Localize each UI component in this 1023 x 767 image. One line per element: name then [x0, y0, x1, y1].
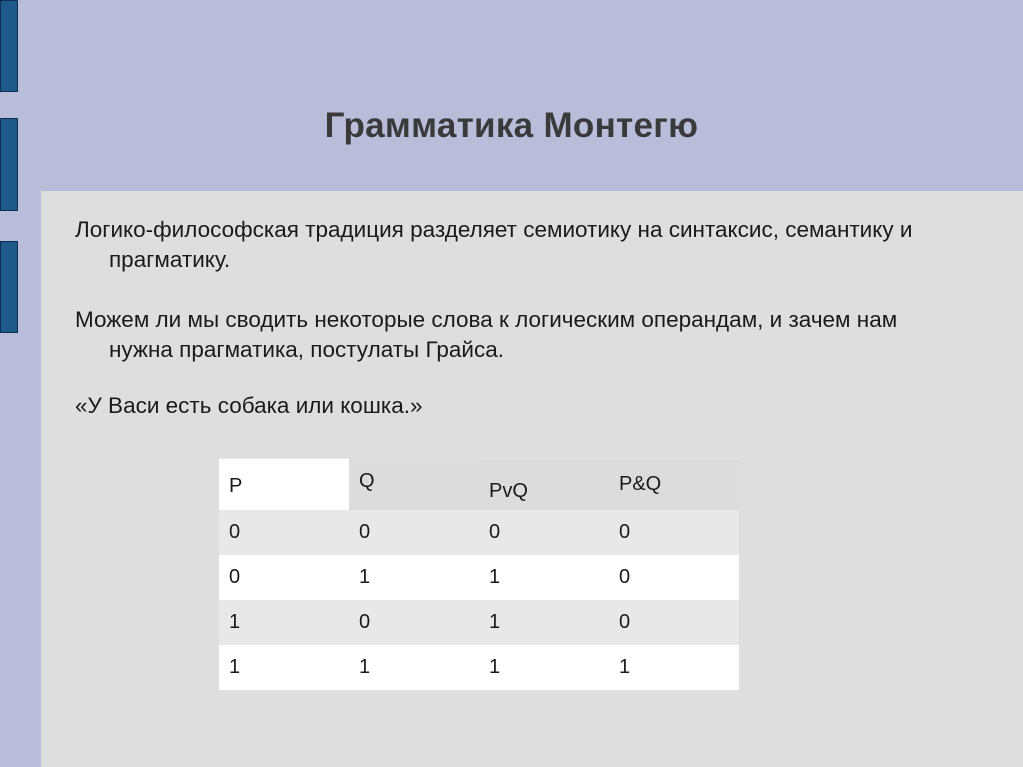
truth-table-header-row	[219, 459, 739, 510]
table-cell: 0	[609, 555, 739, 600]
table-cell: 0	[609, 510, 739, 555]
header-cell-q: Q	[349, 459, 479, 510]
table-row	[219, 645, 739, 690]
table-cell: 1	[609, 645, 739, 690]
table-row	[219, 510, 739, 555]
paragraph-example-quote: «У Васи есть собака или кошка.»	[75, 393, 423, 418]
table-cell: 1	[479, 600, 609, 645]
decorative-bar-bottom	[0, 241, 18, 333]
table-row	[219, 600, 739, 645]
table-row	[219, 555, 739, 600]
paragraph-pragmatics: Можем ли мы сводить некоторые слова к логическим операндам, и зачем нам нужна прагматика, постулаты Грайса.	[75, 307, 898, 362]
table-cell: 1	[479, 555, 609, 600]
table-cell: 0	[219, 555, 349, 600]
truth-table	[219, 458, 739, 690]
decorative-bar-top	[0, 0, 18, 92]
table-cell: 1	[479, 645, 609, 690]
table-cell: 0	[609, 600, 739, 645]
table-cell: 0	[479, 510, 609, 555]
paragraph-semiotics: Логико-философская традиция разделяет семиотику на синтаксис, семантику и прагматику.	[75, 217, 913, 272]
slide-title: Грамматика Монтегю	[324, 106, 699, 145]
table-cell: 0	[349, 600, 479, 645]
slide-content	[41, 191, 1023, 767]
header-cell-pandq: P&Q	[609, 459, 739, 510]
table-cell: 1	[219, 600, 349, 645]
table-cell: 1	[349, 555, 479, 600]
table-cell: 1	[219, 645, 349, 690]
table-cell: 0	[219, 510, 349, 555]
header-cell-pvq: PvQ	[479, 459, 609, 510]
header-cell-p: P	[219, 459, 349, 510]
table-cell: 0	[349, 510, 479, 555]
table-cell: 1	[349, 645, 479, 690]
